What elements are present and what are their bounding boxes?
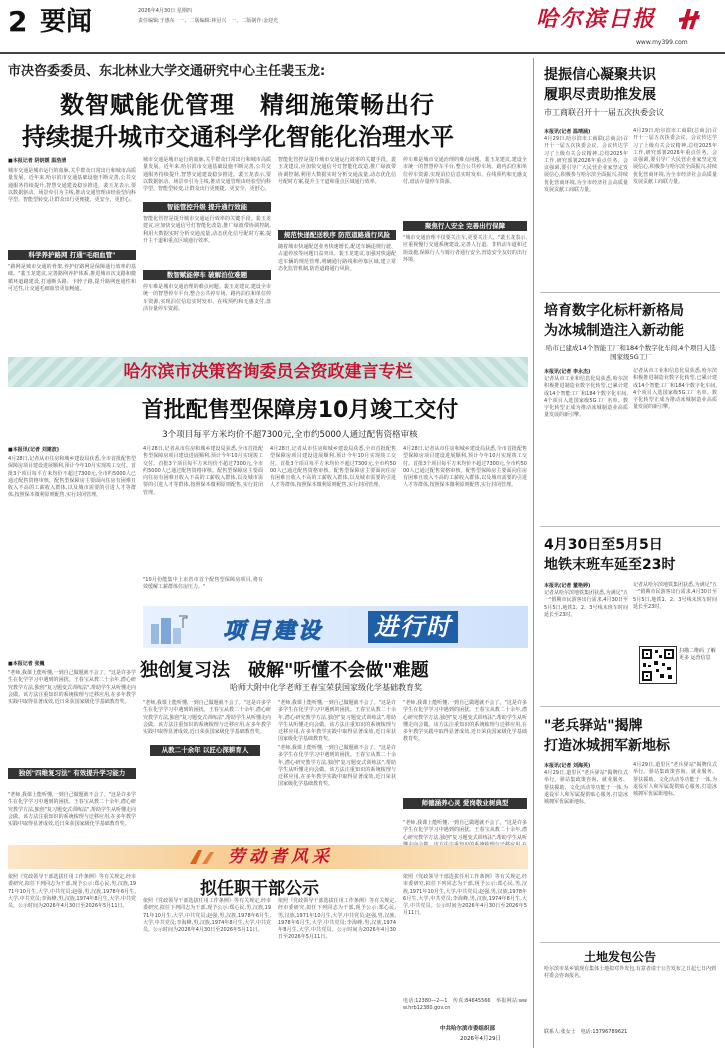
- project-banner: [143, 606, 528, 648]
- teacher-title: 独创复习法 破解"听懂不会做"难题: [140, 660, 429, 681]
- project-banner-left: 项目建设: [223, 619, 324, 644]
- banner-title: 哈尔滨市决策咨询委员会资政建言专栏: [123, 362, 413, 382]
- rc-story3-title-line2: 地铁末班车延至23时: [544, 557, 676, 573]
- lead-subhead-3: 数智赋能停车 破解泊位难题: [143, 270, 271, 280]
- lead-title-line1: 数智赋能优管理 精细施策畅出行: [60, 91, 435, 119]
- rc-story1-title-line2: 履职尽责助推发展: [544, 87, 656, 103]
- rc-divider-4: [540, 942, 720, 943]
- lead-body-col2b: 智能化管控是提升城市交通运行效率的关键手段。裴玉龙建议,应加快交通信号灯智能化改造,推广绿波带协调控制,利用大数据实时分析交通流量,动态优化信号配时方案,提升主干道和重点区域通行效率。: [143, 216, 271, 244]
- teacher-body-col3b: "老师,我课上能听懂,一到自己做题就不会了。"这是许多学生在化学学习中遇到的困扰。王春宝从教二十余年,潜心研究教学方法,独创"复习题变式训练法",帮助学生从听懂走向会做。该方法注重知识的系统梳理与迁移应用,在多年教学实践中取得显著成效,近日荣获国家级化学基础教育奖。: [278, 745, 396, 788]
- personnel-notice-title: 拟任职干部公示: [200, 879, 319, 899]
- lead-byline: ■本报记者 阴钥媛 温浩清: [8, 158, 67, 164]
- rc-story1-title-line1: 提振信心凝聚共识: [544, 67, 656, 83]
- housing-body-col1: 4月28日,记者从市住房和城乡建设局获悉,全市首批配售型保障房项目建设进展顺利,预计今年10月实现竣工交付。首批3个项目每平方米均价不超过7300元,全市约5000人已通过配售资格审核。配售型保障房主要面向住房有困难且收入不高的工薪收入群体,以及城市需要的引进人才等群体,按照保本微利原则配售,实行封闭管理。: [8, 456, 136, 499]
- rc-divider-1: [540, 292, 720, 293]
- rc-story2-title-line1: 培育数字化标杆新格局: [544, 303, 684, 319]
- rc-story4-body-a: 4月29日,道里区"老兵驿站"揭牌仪式举行。驿站集政策咨询、就业服务、帮扶援助、文化活动等功能于一体,为退役军人和军属提供贴心服务,打造冰城拥军优属新地标。: [544, 770, 628, 806]
- personnel-contact: 电话:12380—2—1 传真:84645566 举报网站:www.hrb12380.gov.cn: [403, 998, 527, 1012]
- housing-body-col2: 4月28日,记者从市住房和城乡建设局获悉,全市首批配售型保障房项目建设进展顺利,预计今年10月实现竣工交付。首批3个项目每平方米均价不超过7300元,全市约5000人已通过配售资格审核。配售型保障房主要面向住房有困难且收入不高的工薪收入群体,以及城市需要的引进人才等群体,按照保本微利原则配售,实行封闭管理。: [143, 446, 263, 496]
- teacher-subhead-1: 独创"四维复习法" 有效提升学习能力: [8, 768, 136, 779]
- lead-body-col1a: 城市交通是城市运行的血脉,关乎群众日常出行和城市高质量发展。近年来,哈尔滨市交通基础设施不断完善,公共交通服务持续提升,智慧交通建设稳步推进。裴玉龙表示,要以数据驱动、场景牵引为主线,推动交通管理由经验型向科学型、智能型转变,让群众出行更便捷、更安全、更舒心。: [8, 168, 136, 204]
- workers-banner-icon: [188, 848, 218, 866]
- rc-story3-body-a: 记者从哈尔滨地铁集团获悉,为满足"五一"假期市民游客出行需求,4月30日至5月5日,地铁1、2、3号线末班车时间延长至23时。: [544, 590, 628, 618]
- workers-banner-title: 劳动者风采: [228, 847, 333, 867]
- rc-story4-title-line2: 打造冰城拥军新地标: [544, 738, 670, 754]
- teacher-body-col4b: "老师,我课上能听懂,一到自己做题就不会了。"这是许多学生在化学学习中遇到的困扰。王春宝从教二十余年,潜心研究教学方法,独创"复习题变式训练法",帮助学生从听: [403, 820, 527, 841]
- personnel-body-col1: 依照《党政领导干部选拔任用工作条例》等有关规定,经市委研究,拟任下列同志为干部,现予公示:郑心民,男,汉族,1971年10月生,大学,中共党员;赵强,男,汉族,1978年6月生,大学,中共党员;李海峰,男,汉族,1974年8月生,大学,中共党员。公示时间为2026年4月30日至2026年5月11日。: [8, 874, 136, 910]
- lead-subhead-4: 聚焦行人安全 完善出行保障: [403, 221, 527, 231]
- teacher-body-col1b: "老师,我课上能听懂,一到自己做题就不会了。"这是许多学生在化学学习中遇到的困扰。王春宝从教二十余年,潜心研究教学方法,独创"复习题变式训练法",帮助学生从听懂走向会做。该方法注重知识的系统梳理与迁移应用,在多年教学实践中取得显著成效,近日荣获国家级化学基础教育奖。: [8, 792, 136, 828]
- rc-divider-2: [540, 526, 720, 527]
- lead-kicker: 市决咨委委员、东北林业大学交通研究中心主任裴玉龙:: [8, 64, 326, 79]
- lead-body-col4b: "城市交通治理不仅要关注车,更要关注人。"裴玉龙表示,应重视慢行交通系统建设,完善人行道、非机动车道和过街设施,保障行人与骑行者通行安全,营造安全友好的出行环境。: [403, 235, 527, 263]
- header-divider: [0, 52, 725, 54]
- lead-body-col3a: 智能化管控是提升城市交通运行效率的关键手段。裴玉龙建议,应加快交通信号灯智能化改造,推广绿波带协调控制,利用大数据实时分析交通流量,动态优化信号配时方案,提升主干道和重点区域通行效率。: [278, 157, 396, 185]
- lead-body-col1b: "路网是城市交通的骨架,养护好路网是保障通行效率的基础。"裴玉龙建议,完善路网养护体系,推进城市次支路和微循环道路建设,打通断头路、卡脖子路,提升路网连通性和可达性,让交通毛细血管更加畅通。: [8, 264, 136, 292]
- personnel-org: 中共哈尔滨市委组织部: [440, 1026, 496, 1032]
- land-notice-contact: 联系人:张女士 电话:13796789621: [544, 1029, 628, 1035]
- rc-story2-body-b: 记者从市工业和信息化局获悉,哈尔滨积极推进制造业数字化转型,已累计建成14个智能工厂和184个数字化车间,4个项目入选国家级5G工厂名单。数字化转型正成为推动冰城制造业高质量发展的新引擎。: [633, 368, 717, 411]
- teacher-subhead-3: 师德涵养心灵 爱岗敬业树典型: [403, 798, 527, 809]
- personnel-body-col3: 依照《党政领导干部选拔任用工作条例》等有关规定,经市委研究,拟任下列同志为干部,现予公示:郑心民,男,汉族,1971年10月生,大学,中共党员;赵强,男,汉族,1978年6月生,大学,中共党员;李海峰,男,汉族,1974年8月生,大学,中共党员。公示时间为2026年4月30日至2026年5月11日。: [278, 898, 396, 941]
- teacher-body-col4a: "老师,我课上能听懂,一到自己做题就不会了。"这是许多学生在化学学习中遇到的困扰。王春宝从教二十余年,潜心研究教学方法,独创"复习题变式训练法",帮助学生从听懂走向会做。该方法注重知识的系统梳理与迁移应用,在多年教学实践中取得显著成效,近日荣获国家级化学基础教育奖。: [403, 700, 527, 743]
- teacher-byline: ■本报记者 张巍: [8, 661, 45, 667]
- project-banner-right: 进行时: [368, 611, 458, 643]
- rc-story4-body-b: 4月29日,道里区"老兵驿站"揭牌仪式举行。驿站集政策咨询、就业服务、帮扶援助、文化活动等功能于一体,为退役军人和军属提供贴心服务,打造冰城拥军优属新地标。: [633, 762, 717, 798]
- rc-story1-body-a: 4月29日,哈尔滨市工商联(总商会)召开十一届五次执委会议。会议传达学习了上级有关会议精神,总结2025年工作,研究部署2026年重点任务。会议强调,要引导广大民营企业家坚定发展信心,积极参与哈尔滨全面振兴,持续优化营商环境,为全市经济社会高质量发展贡献工商联力量。: [544, 136, 628, 194]
- teacher-body-col1a: "老师,我课上能听懂,一到自己做题就不会了。"这是许多学生在化学学习中遇到的困扰。王春宝从教二十余年,潜心研究教学方法,独创"复习题变式训练法",帮助学生从听懂走向会做。该方法注重知识的系统梳理与迁移应用,在多年教学实践中取得显著成效,近日荣获国家级化学基础教育奖。: [8, 670, 136, 706]
- advisory-banner: [8, 357, 528, 387]
- right-column: [540, 56, 720, 1050]
- teacher-subhead-2: 从教二十余年 以匠心深耕育人: [150, 745, 260, 756]
- lead-body-col2a: 城市交通是城市运行的血脉,关乎群众日常出行和城市高质量发展。近年来,哈尔滨市交通基础设施不断完善,公共交通服务持续提升,智慧交通建设稳步推进。裴玉龙表示,要以数据驱动、场景牵引为主线,推动交通管理由经验型向科学型、智能型转变,让群众出行更便捷、更安全、更舒心。: [143, 157, 271, 193]
- housing-caption: "10月份能集中上市省市首个配售型保障房项目,将有效缓解工薪群体住房压力。": [143, 577, 263, 591]
- housing-byline: ■本报讯(记者 刘建波): [8, 447, 60, 453]
- housing-subtitle: 3个项目每平方米均价不超7300元,全市约5000人通过配售资格审核: [162, 430, 418, 440]
- lead-body-col2c: 停车难是城市交通治理的难点问题。裴玉龙建议,建设全市统一的智慧停车平台,整合公共停车场、路内泊位和单位停车资源,实现泊位信息实时发布、在线预约和无感支付,盘活存量停车资源。: [143, 284, 271, 312]
- paper-logo: 哈尔滨日报: [536, 6, 657, 32]
- personnel-body-col4: 依照《党政领导干部选拔任用工作条例》等有关规定,经市委研究,拟任下列同志为干部,现予公示:郑心民,男,汉族,1971年10月生,大学,中共党员;赵强,男,汉族,1978年6月生,大学,中共党员;李海峰,男,汉族,1974年8月生,大学,中共党员。公示时间为2026年4月30日至2026年5月11日。: [403, 874, 527, 917]
- rc-story3-body-b: 记者从哈尔滨地铁集团获悉,为满足"五一"假期市民游客出行需求,4月30日至5月5日,地铁1、2、3号线末班车时间延长至23时。: [633, 582, 717, 610]
- website-link[interactable]: www.my399.com: [636, 39, 688, 46]
- date-line: 2026年4月30日 星期四: [138, 8, 192, 14]
- page-number: 2: [8, 5, 28, 38]
- land-notice-title: 土地发包公告: [584, 950, 657, 964]
- land-notice-body: 哈尔滨市某乡镇现有集体土地拟对外发包,有意者请于公告发布之日起七日内到村委会咨询报名。: [544, 966, 716, 980]
- rc-story1-subtitle: 市工商联召开十一届五次执委会议: [544, 108, 664, 117]
- section-title: 要闻: [40, 7, 93, 37]
- lead-subhead-1: 科学养护路网 打通"毛细血管": [8, 250, 136, 260]
- logo-mark-icon: [676, 6, 702, 32]
- lead-subhead-2: 智能管控升级 提升通行效能: [143, 202, 271, 212]
- teacher-body-col3a: "老师,我课上能听懂,一到自己做题就不会了。"这是许多学生在化学学习中遇到的困扰。王春宝从教二十余年,潜心研究教学方法,独创"复习题变式训练法",帮助学生从听懂走向会做。该方法注重知识的系统梳理与迁移应用,在多年教学实践中取得显著成效,近日荣获国家级化学基础教育奖。: [278, 700, 396, 743]
- qr-caption: 扫描二维码 了解更多 运营信息: [679, 648, 716, 661]
- lead-body-col3b: 随着城市快递配送业务快速增长,配送车辆违规行驶、占道停放等问题日益突出。裴玉龙建议,加强对快递配送车辆的规范管理,明确通行路线和停靠区域,建立常态化监管机制,防范道路通行风险。: [278, 244, 396, 272]
- rc-story4-byline: 本报讯(记者 刘海英): [544, 763, 591, 769]
- housing-title: 首批配售型保障房10月竣工交付: [141, 398, 459, 423]
- rc-story2-title-line2: 为冰城制造注入新动能: [544, 323, 684, 339]
- rc-story1-body-b: 4月29日,哈尔滨市工商联(总商会)召开十一届五次执委会议。会议传达学习了上级有关会议精神,总结2025年工作,研究部署2026年重点任务。会议强调,要引导广大民营企业家坚定发展信心,积极参与哈尔滨全面振兴,持续优化营商环境,为全市经济社会高质量发展贡献工商联力量。: [633, 128, 717, 186]
- lead-body-col4a: 停车难是城市交通治理的难点问题。裴玉龙建议,建设全市统一的智慧停车平台,整合公共停车场、路内泊位和单位停车资源,实现泊位信息实时发布、在线预约和无感支付,盘活存量停车资源。: [403, 157, 527, 185]
- rc-story3-title-line1: 4月30日至5月5日: [544, 537, 663, 553]
- workers-banner: [8, 845, 528, 869]
- housing-body-col4: 4月28日,记者从市住房和城乡建设局获悉,全市首批配售型保障房项目建设进展顺利,预计今年10月实现竣工交付。首批3个项目每平方米均价不超过7300元,全市约5000人已通过配售资格审核。配售型保障房主要面向住房有困难且收入不高的工薪收入群体,以及城市需要的引进人才等群体,按照保本微利原则配售,实行封闭管理。: [403, 446, 527, 489]
- personnel-body-col2: 依照《党政领导干部选拔任用工作条例》等有关规定,经市委研究,拟任下列同志为干部,现予公示:郑心民,男,汉族,1971年10月生,大学,中共党员;赵强,男,汉族,1978年6月生,大学,中共党员;李海峰,男,汉族,1974年8月生,大学,中共党员。公示时间为2026年4月30日至2026年5月11日。: [143, 898, 271, 934]
- rc-story4-title-line1: "老兵驿站"揭牌: [544, 718, 643, 734]
- page-header: [0, 0, 725, 54]
- rc-story2-body-a: 记者从市工业和信息化局获悉,哈尔滨积极推进制造业数字化转型,已累计建成14个智能工厂和184个数字化车间,4个项目入选国家级5G工厂名单。数字化转型正成为推动冰城制造业高质量发展的新引擎。: [544, 376, 628, 419]
- personnel-date: 2026年4月29日: [460, 1036, 501, 1042]
- lead-subhead-5: 规范快递配送秩序 防范道路通行风险: [278, 230, 396, 240]
- rc-story2-byline: 本报讯(记者 李永杰): [544, 369, 591, 375]
- rc-divider-3: [540, 706, 720, 707]
- rc-story3-byline: 本报讯(记者 董艳婷): [544, 583, 591, 589]
- qr-code[interactable]: [639, 646, 677, 684]
- housing-body-col3: 4月28日,记者从市住房和城乡建设局获悉,全市首批配售型保障房项目建设进展顺利,预计今年10月实现竣工交付。首批3个项目每平方米均价不超过7300元,全市约5000人已通过配售资格审核。配售型保障房主要面向住房有困难且收入不高的工薪收入群体,以及城市需要的引进人才等群体,按照保本微利原则配售,实行封闭管理。: [270, 446, 396, 489]
- column-divider: [533, 58, 534, 1048]
- rc-story2-subtitle: 哈市已建成14个智能工厂和184个数字化车间,4个项目入选国家级5G工厂: [546, 344, 716, 361]
- editor-line: 责任编辑:于惠东 一、二版编辑:林冠兴 一、二版制作:金迎光: [138, 18, 279, 24]
- teacher-subtitle: 哈师大附中化学老师王春宝荣获国家级化学基础教育奖: [230, 683, 422, 692]
- banner-building-icon: [149, 614, 189, 644]
- lead-title-line2: 持续提升城市交通科学化智能化治理水平: [22, 123, 454, 151]
- rc-story1-byline: 本报讯(记者 温靖涵): [544, 129, 591, 135]
- teacher-body-col2: "老师,我课上能听懂,一到自己做题就不会了。"这是许多学生在化学学习中遇到的困扰。王春宝从教二十余年,潜心研究教学方法,独创"复习题变式训练法",帮助学生从听懂走向会做。该方法注重知识的系统梳理与迁移应用,在多年教学实践中取得显著成效,近日荣获国家级化学基础教育奖。: [143, 700, 271, 736]
